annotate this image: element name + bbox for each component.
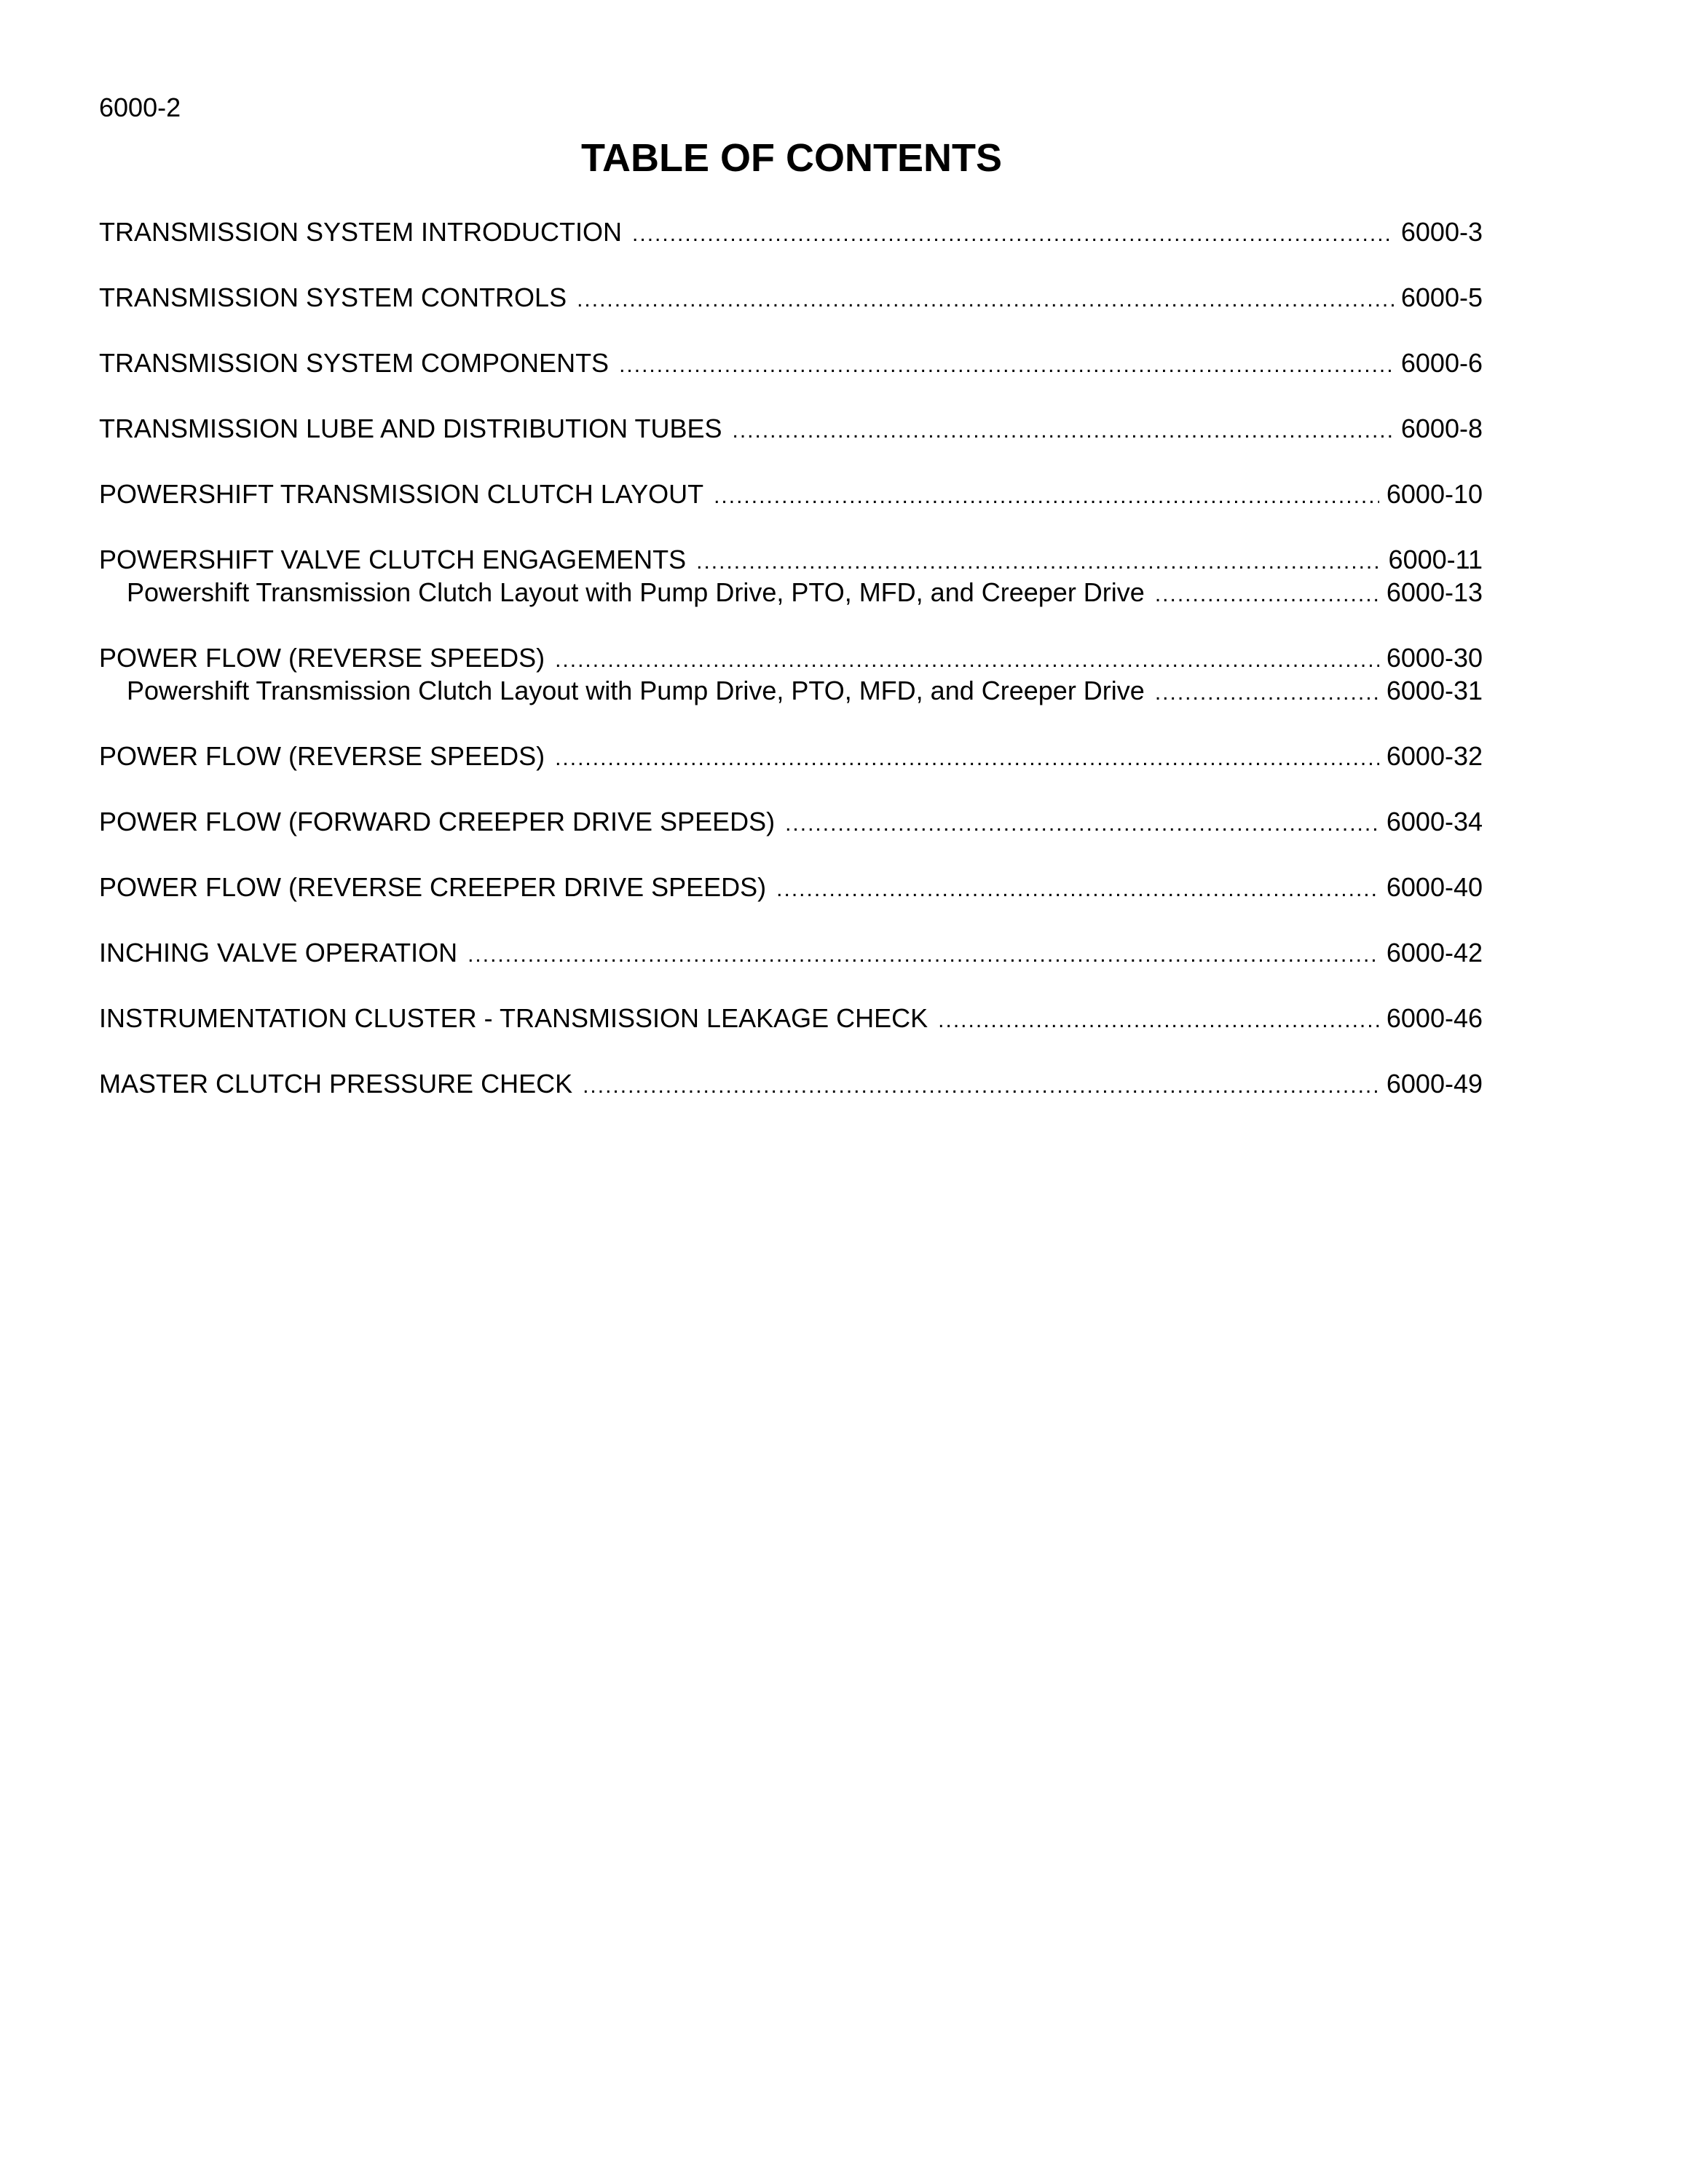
toc-entry[interactable] [99, 215, 1483, 249]
toc-entry-label: INCHING VALVE OPERATION [99, 938, 458, 968]
toc-entry-page: 6000-10 [1386, 479, 1483, 509]
toc-entry[interactable] [99, 1002, 1483, 1035]
toc-dot-leader [1155, 676, 1379, 710]
toc-entry-label: Powershift Transmission Clutch Layout with Pump Drive, PTO, MFD, and Creeper Drive [127, 676, 1145, 705]
toc-dot-leader [577, 283, 1394, 317]
toc-subentry[interactable] [127, 576, 1483, 609]
toc-dot-leader [732, 414, 1393, 448]
toc-entry-label: TRANSMISSION SYSTEM CONTROLS [99, 282, 567, 312]
toc-entry-page: 6000-11 [1388, 545, 1483, 574]
toc-entry-label: MASTER CLUTCH PRESSURE CHECK [99, 1069, 573, 1099]
toc-entry-page: 6000-32 [1386, 741, 1483, 771]
toc-entry[interactable] [99, 740, 1483, 773]
toc-entry-label: POWERSHIFT VALVE CLUTCH ENGAGEMENTS [99, 545, 687, 574]
toc-entry-label: POWER FLOW (REVERSE SPEEDS) [99, 741, 545, 771]
toc-entry[interactable] [99, 543, 1483, 577]
toc-entry[interactable] [99, 805, 1483, 839]
toc-dot-leader [1155, 578, 1379, 612]
toc-dot-leader [776, 873, 1379, 906]
toc-dot-leader [938, 1004, 1379, 1037]
toc-entry-page: 6000-42 [1386, 938, 1483, 968]
toc-entry-label: POWER FLOW (FORWARD CREEPER DRIVE SPEEDS) [99, 807, 776, 836]
toc-entry-label: TRANSMISSION LUBE AND DISTRIBUTION TUBES [99, 414, 722, 443]
toc-dot-leader [555, 644, 1379, 677]
toc-dot-leader [583, 1069, 1379, 1103]
toc-entry[interactable] [99, 936, 1483, 970]
toc-entry-label: POWER FLOW (REVERSE CREEPER DRIVE SPEEDS) [99, 872, 767, 902]
toc-dot-leader [632, 218, 1394, 251]
toc-dot-leader [468, 938, 1379, 972]
toc-dot-leader [714, 480, 1379, 513]
toc-entry-page: 6000-49 [1386, 1069, 1483, 1099]
toc-entry-page: 6000-3 [1400, 217, 1483, 247]
toc-dot-leader [619, 349, 1394, 382]
page-number: 6000-2 [99, 92, 181, 122]
toc-entry-page: 6000-30 [1386, 643, 1483, 673]
page-title: TABLE OF CONTENTS [581, 136, 1002, 180]
toc-entry-page: 6000-5 [1400, 282, 1483, 312]
toc-entry[interactable] [99, 347, 1483, 380]
toc-entry[interactable] [99, 1067, 1483, 1101]
toc-entry[interactable] [99, 281, 1483, 314]
toc-entry-page: 6000-34 [1386, 807, 1483, 836]
toc-entry-label: INSTRUMENTATION CLUSTER - TRANSMISSION LEAKAGE CHECK [99, 1003, 928, 1033]
toc-dot-leader [785, 807, 1379, 841]
toc-entry-page: 6000-31 [1386, 676, 1483, 705]
toc-entry-page: 6000-46 [1386, 1003, 1483, 1033]
toc-entry-page: 6000-40 [1386, 872, 1483, 902]
toc-entry-label: TRANSMISSION SYSTEM COMPONENTS [99, 348, 610, 378]
toc-entry-label: TRANSMISSION SYSTEM INTRODUCTION [99, 217, 623, 247]
toc-entry[interactable] [99, 641, 1483, 675]
toc-entry[interactable] [99, 412, 1483, 446]
toc-dot-leader [555, 742, 1379, 775]
toc-dot-leader [696, 545, 1381, 579]
toc-entry-page: 6000-8 [1400, 414, 1483, 443]
toc-subentry[interactable] [127, 674, 1483, 708]
toc-entry-page: 6000-13 [1386, 577, 1483, 607]
toc-entry[interactable] [99, 871, 1483, 904]
toc-entry-page: 6000-6 [1400, 348, 1483, 378]
toc-entry-label: POWERSHIFT TRANSMISSION CLUTCH LAYOUT [99, 479, 704, 509]
toc-entry-label: POWER FLOW (REVERSE SPEEDS) [99, 643, 545, 673]
toc-entry-label: Powershift Transmission Clutch Layout with Pump Drive, PTO, MFD, and Creeper Drive [127, 577, 1145, 607]
toc-entry[interactable] [99, 478, 1483, 511]
